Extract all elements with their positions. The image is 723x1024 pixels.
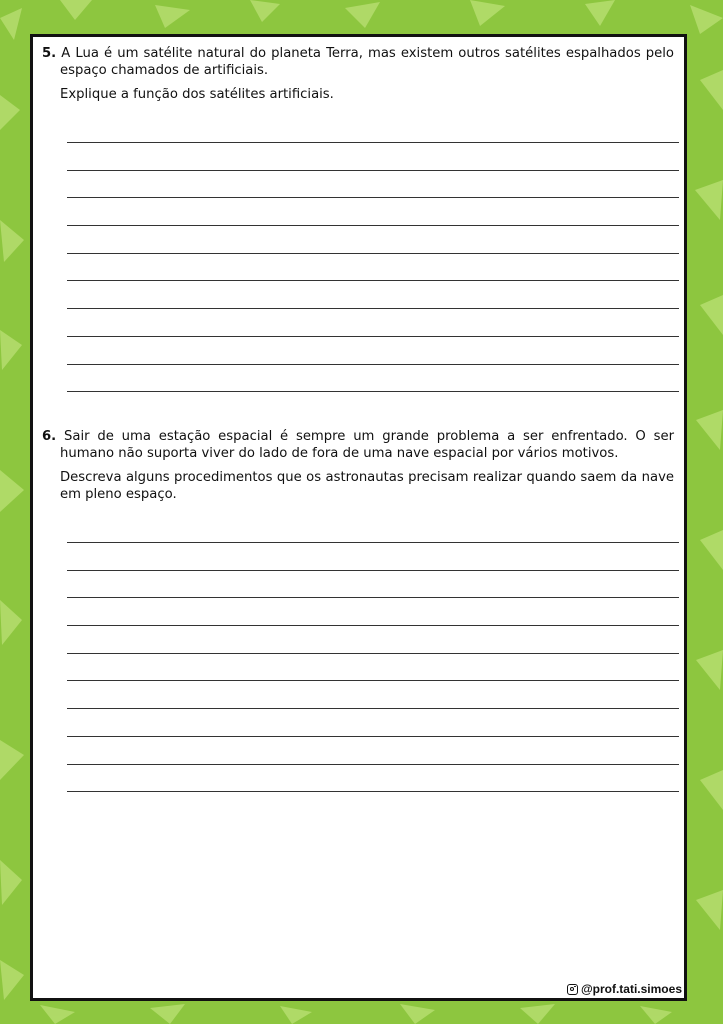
answer-lines-6[interactable] <box>67 542 679 819</box>
answer-line[interactable] <box>67 308 679 309</box>
question-5-instruction: Explique a função dos satélites artificiais. <box>60 87 334 102</box>
answer-line[interactable] <box>67 680 679 681</box>
question-6 <box>42 428 674 503</box>
answer-line[interactable] <box>67 625 679 626</box>
answer-line[interactable] <box>67 570 679 571</box>
answer-line[interactable] <box>67 542 679 543</box>
answer-line[interactable] <box>67 225 679 226</box>
question-5-text: A Lua é um satélite natural do planeta Terra, mas existem outros satélites espalhados pelo espaço chamados de artificiais. <box>60 46 674 78</box>
answer-line[interactable] <box>67 253 679 254</box>
question-5-prompt <box>42 45 674 79</box>
answer-line[interactable] <box>67 336 679 337</box>
question-6-text: Sair de uma estação espacial é sempre um grande problema a ser enfrentado. O ser humano não suporta viver do lado de fora de uma nave espacial por vários motivos. <box>60 429 674 461</box>
answer-line[interactable] <box>67 653 679 654</box>
question-5 <box>42 45 674 103</box>
answer-line[interactable] <box>67 197 679 198</box>
answer-line[interactable] <box>67 764 679 765</box>
answer-line[interactable] <box>67 597 679 598</box>
question-6-prompt <box>42 428 674 462</box>
worksheet-page <box>30 34 687 1001</box>
question-5-number: 5. <box>42 46 57 61</box>
question-6-number: 6. <box>42 429 57 444</box>
instagram-icon <box>567 984 578 995</box>
answer-line[interactable] <box>67 142 679 143</box>
answer-line[interactable] <box>67 364 679 365</box>
answer-line[interactable] <box>67 708 679 709</box>
answer-line[interactable] <box>67 170 679 171</box>
answer-line[interactable] <box>67 791 679 792</box>
footer-credit <box>567 982 682 996</box>
answer-line[interactable] <box>67 736 679 737</box>
question-6-instruction: Descreva alguns procedimentos que os astronautas precisam realizar quando saem da nave em pleno espaço. <box>60 470 674 502</box>
answer-line[interactable] <box>67 280 679 281</box>
instagram-handle: @prof.tati.simoes <box>580 982 682 996</box>
answer-lines-5[interactable] <box>67 142 679 419</box>
answer-line[interactable] <box>67 391 679 392</box>
